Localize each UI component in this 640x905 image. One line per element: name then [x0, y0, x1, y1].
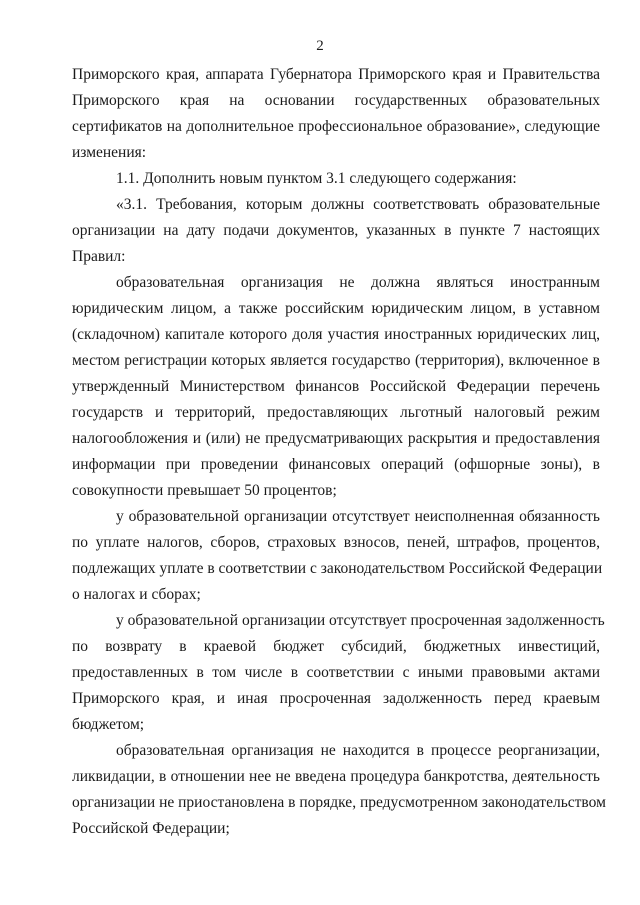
text-line: у образовательной организации отсутствует неисполненная обязанность — [116, 508, 600, 525]
text-line: Российской Федерации; — [72, 820, 230, 837]
text-line: совокупности превышает 50 процентов; — [72, 482, 337, 499]
text-line: Приморского края, аппарата Губернатора Приморского края и Правительства — [72, 66, 600, 83]
text-line: государств и территорий, предоставляющих льготный налоговый режим — [72, 404, 600, 421]
paragraph — [72, 62, 600, 166]
text-line: у образовательной организации отсутствует просроченная задолженность — [116, 612, 605, 629]
paragraph — [72, 504, 603, 608]
text-line: образовательная организация не должна являться иностранным — [116, 274, 600, 291]
text-line: образовательная организация не находится в процессе реорганизации, — [116, 742, 600, 759]
text-line: Приморского края, и иная просроченная задолженность перед краевым — [72, 690, 600, 707]
text-line: информации при проведении финансовых операций (офшорные зоны), в — [72, 456, 600, 473]
text-line: бюджетом; — [72, 716, 145, 733]
paragraph — [72, 166, 600, 192]
text-line: Приморского края на основании государственных образовательных — [72, 92, 600, 109]
paragraph — [72, 738, 606, 842]
text-line: налогообложения и (или) не предусматривающих раскрытия и предоставления — [72, 430, 600, 447]
paragraph — [72, 270, 600, 504]
text-line: по возврату в краевой бюджет субсидий, бюджетных инвестиций, — [72, 638, 600, 655]
text-line: местом регистрации которых является государство (территория), включенное в — [72, 352, 600, 369]
text-line: организации не приостановлена в порядке, предусмотренном законодательством — [72, 794, 606, 811]
text-line: изменения: — [72, 144, 147, 161]
text-line: организации на дату подачи документов, указанных в пункте 7 настоящих — [72, 222, 600, 239]
paragraph — [72, 192, 600, 270]
text-line: ликвидации, в отношении нее не введена процедура банкротства, деятельность — [72, 768, 600, 785]
document-body — [72, 62, 606, 842]
text-line: по уплате налогов, сборов, страховых взносов, пеней, штрафов, процентов, — [72, 534, 600, 551]
text-line: утвержденный Министерством финансов Российской Федерации перечень — [72, 378, 600, 395]
text-line: 1.1. Дополнить новым пунктом 3.1 следующего содержания: — [116, 170, 517, 187]
text-line: «3.1. Требования, которым должны соответствовать образовательные — [116, 196, 600, 213]
paragraph — [72, 608, 605, 738]
text-line: предоставленных в том числе в соответствии с иными правовыми актами — [72, 664, 600, 681]
text-line: сертификатов на дополнительное профессиональное образование», следующие — [72, 118, 600, 135]
text-line: юридическим лицом, а также российским юридическим лицом, в уставном — [72, 300, 600, 317]
text-line: Правил: — [72, 248, 126, 265]
text-line: о налогах и сборах; — [72, 586, 201, 603]
page-number: 2 — [316, 38, 324, 54]
text-line: (складочном) капитале которого доля участия иностранных юридических лиц, — [72, 326, 600, 343]
text-line: подлежащих уплате в соответствии с законодательством Российской Федерации — [72, 560, 603, 577]
